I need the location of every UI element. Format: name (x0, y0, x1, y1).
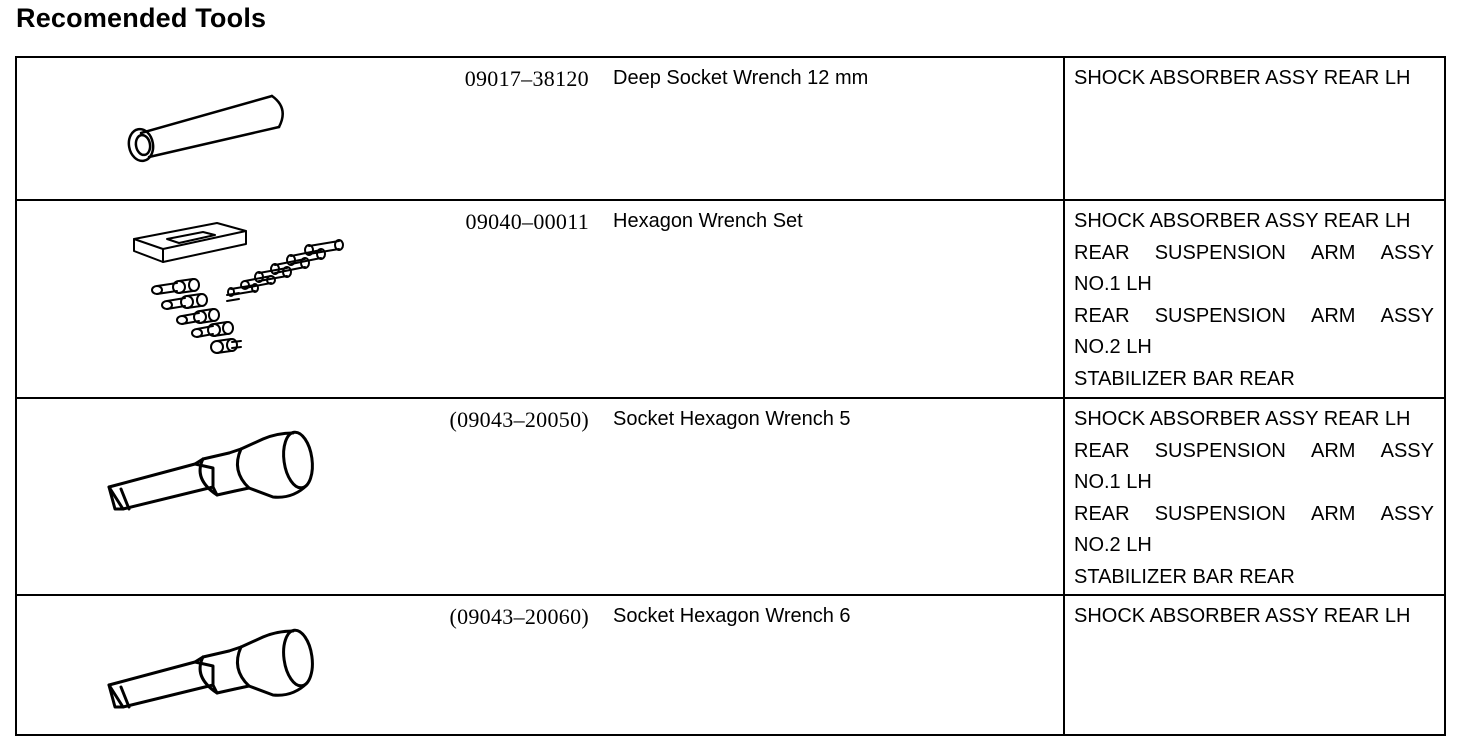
socket-hex-wrench-icon (17, 596, 417, 736)
table-row (17, 594, 1444, 734)
usage-item: NO.1 LH (1074, 273, 1152, 296)
socket-hex-wrench-icon (17, 399, 417, 594)
usage-list (1074, 404, 1434, 594)
usage-item: REAR SUSPENSION ARM ASSY (1074, 304, 1434, 327)
usage-item: SHOCK ABSORBER ASSY REAR LH (1074, 605, 1411, 627)
usage-item: SHOCK ABSORBER ASSY REAR LH (1074, 67, 1411, 89)
tools-table (15, 56, 1446, 736)
usage-item: NO.2 LH (1074, 336, 1152, 359)
tool-name: Deep Socket Wrench 12 mm (613, 67, 869, 89)
usage-list (1074, 63, 1434, 95)
usage-item: SHOCK ABSORBER ASSY REAR LH (1074, 210, 1411, 232)
usage-item: STABILIZER BAR REAR (1074, 367, 1295, 390)
usage-item: REAR SUSPENSION ARM ASSY (1074, 502, 1434, 525)
usage-item: NO.2 LH (1074, 534, 1152, 557)
table-row (17, 58, 1444, 199)
usage-list (1074, 601, 1434, 633)
column-divider (1063, 58, 1065, 199)
part-number: (09043–20060) (449, 604, 589, 629)
page-title: Recomended Tools (16, 3, 267, 33)
tool-name: Socket Hexagon Wrench 5 (613, 408, 851, 430)
tool-name: Socket Hexagon Wrench 6 (613, 605, 851, 627)
table-row (17, 199, 1444, 397)
usage-item: REAR SUSPENSION ARM ASSY (1074, 241, 1434, 264)
deep-socket-icon (17, 58, 417, 199)
column-divider (1063, 201, 1065, 397)
usage-list (1074, 206, 1434, 396)
part-number: 09017–38120 (464, 66, 589, 91)
column-divider (1063, 399, 1065, 594)
usage-item: STABILIZER BAR REAR (1074, 565, 1295, 588)
column-divider (1063, 596, 1065, 734)
table-row (17, 397, 1444, 594)
usage-item: SHOCK ABSORBER ASSY REAR LH (1074, 408, 1411, 430)
part-number: (09043–20050) (449, 407, 589, 432)
usage-item: REAR SUSPENSION ARM ASSY (1074, 439, 1434, 462)
part-number: 09040–00011 (465, 209, 589, 234)
hexagon-wrench-set-icon (17, 201, 417, 397)
usage-item: NO.1 LH (1074, 471, 1152, 494)
tool-name: Hexagon Wrench Set (613, 210, 803, 232)
